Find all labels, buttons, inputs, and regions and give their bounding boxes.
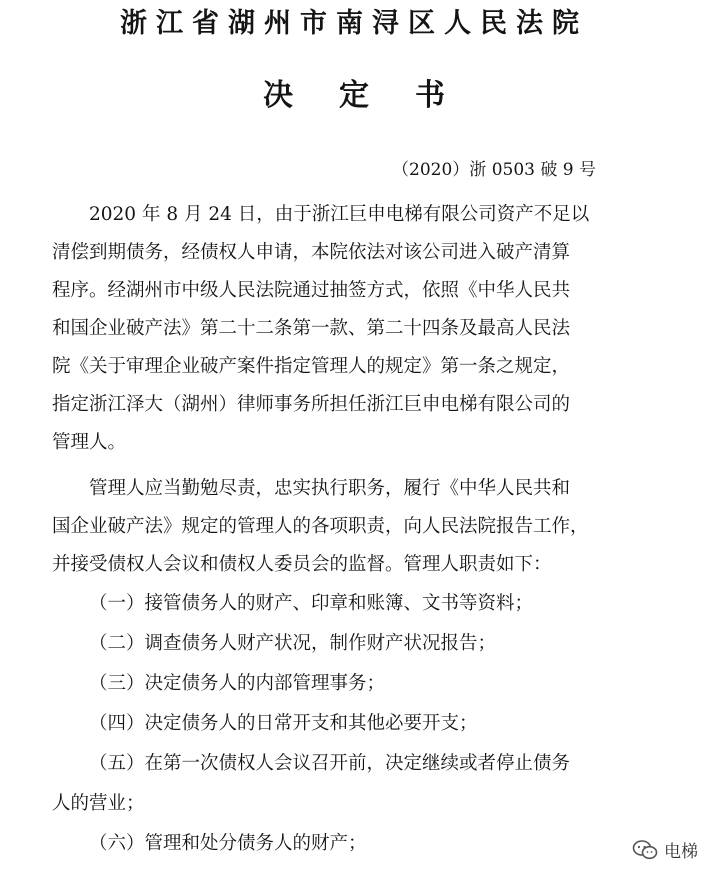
duty-item [52,624,570,664]
watermark [632,837,698,862]
duty-item [52,824,570,864]
court-name: 浙江省湖州市南浔区人民法院 [120,8,588,39]
text-line: 管理人应当勤勉尽责，忠实执行职务，履行《中华人民共和 [89,478,571,499]
text-line: 国企业破产法》规定的管理人的各项职责，向人民法院报告工作， [52,516,589,537]
text-line: 和国企业破产法》第二十二条第一款、第二十四条及最高人民法 [52,318,571,339]
duty-line: 人的营业； [52,793,145,814]
text-line: 院《关于审理企业破产案件指定管理人的规定》第一条之规定， [52,356,571,377]
duty-line: （五）在第一次债权人会议召开前，决定继续或者停止债务 [89,753,571,774]
duty-line: （四）决定债务人的日常开支和其他必要开支； [89,713,478,734]
case-number: （2020）浙 0503 破 9 号 [392,160,596,180]
duty-item [52,664,570,704]
document-title: 决定书 [263,78,491,113]
duty-line: （三）决定债务人的内部管理事务； [89,673,386,694]
text-line: 2020 年 8 月 24 日，由于浙江巨申电梯有限公司资产不足以 [89,204,590,225]
duty-item [52,744,570,824]
paragraph-appointment [52,196,589,462]
paragraph-duties-intro [52,470,589,584]
duty-line: （六）管理和处分债务人的财产； [89,833,367,854]
duty-item [52,584,570,624]
text-line: 并接受债权人会议和债权人委员会的监督。管理人职责如下： [52,554,552,575]
wechat-official-account-icon [632,839,658,861]
text-line: 管理人。 [52,432,127,453]
text-line: 程序。经湖州市中级人民法院通过抽签方式，依照《中华人民共 [52,280,571,301]
text-line: 清偿到期债务，经债权人申请，本院依法对该公司进入破产清算 [52,242,571,263]
text-line: 指定浙江泽大（湖州）律师事务所担任浙江巨申电梯有限公司的 [52,394,571,415]
duty-line: （一）接管债务人的财产、印章和账簿、文书等资料； [89,593,534,614]
watermark-text: 电梯 [664,842,698,862]
duty-line: （二）调查债务人财产状况，制作财产状况报告； [89,633,497,654]
duty-item [52,704,570,744]
duty-list [52,584,570,864]
